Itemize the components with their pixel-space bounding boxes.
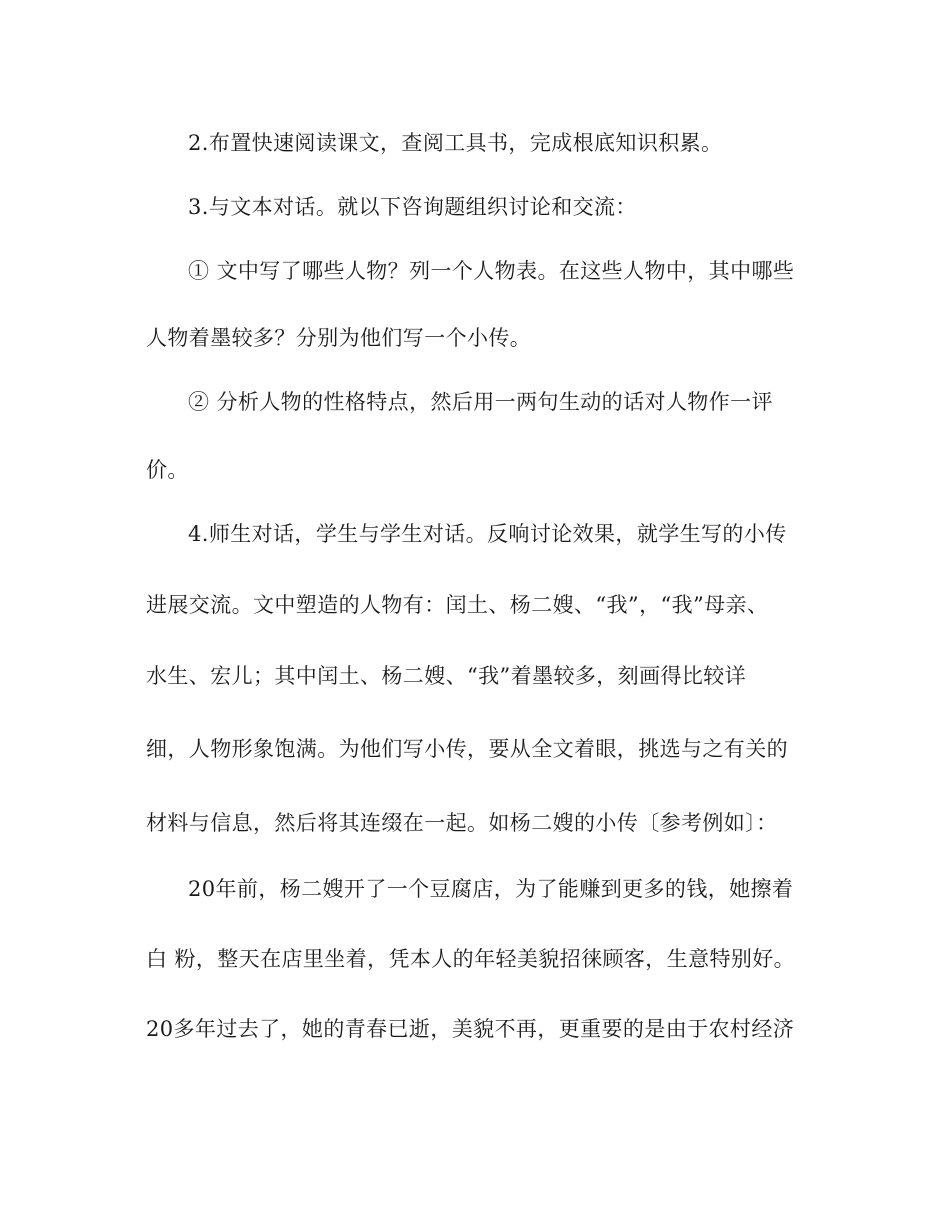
paragraph-step-4-line-3: 水生、宏儿；其中闰土、杨二嫂、“我”着墨较多，刻画得比较详 [146, 664, 747, 688]
question-1-line-1: ① 文中写了哪些人物？列一个人物表。在这些人物中，其中哪些 [188, 259, 795, 283]
question-1-line-2: 人物着墨较多？分别为他们写一个小传。 [146, 326, 532, 350]
paragraph-step-4-line-4: 细，人物形象饱满。为他们写小传，要从全文着眼，挑选与之有关的 [146, 737, 788, 761]
biography-line-1: 20年前，杨二嫂开了一个豆腐店，为了能赚到更多的钱，她擦着 [188, 877, 794, 901]
paragraph-step-2: 2.布置快速阅读课文，查阅工具书，完成根底知识积累。 [188, 131, 723, 155]
question-2-line-1: ② 分析人物的性格特点，然后用一两句生动的话对人物作一评 [188, 390, 773, 414]
question-2-line-2: 价。 [146, 458, 189, 482]
paragraph-step-4-line-1: 4.师生对话，学生与学生对话。反响讨论效果，就学生写的小传 [188, 522, 787, 546]
paragraph-step-4-line-5: 材料与信息，然后将其连缀在一起。如杨二嫂的小传〔参考例如〕： [146, 811, 778, 835]
biography-line-3: 20多年过去了，她的青春已逝，美貌不再，更重要的是由于农村经济 [146, 1017, 795, 1041]
paragraph-step-3: 3.与文本对话。就以下咨询题组织讨论和交流： [188, 195, 637, 219]
paragraph-step-4-line-2: 进展交流。文中塑造的人物有：闰土、杨二嫂、“我”，“我”母亲、 [146, 593, 769, 617]
biography-line-2: 白 粉，整天在店里坐着，凭本人的年轻美貌招徕顾客，生意特别好。 [146, 947, 796, 971]
